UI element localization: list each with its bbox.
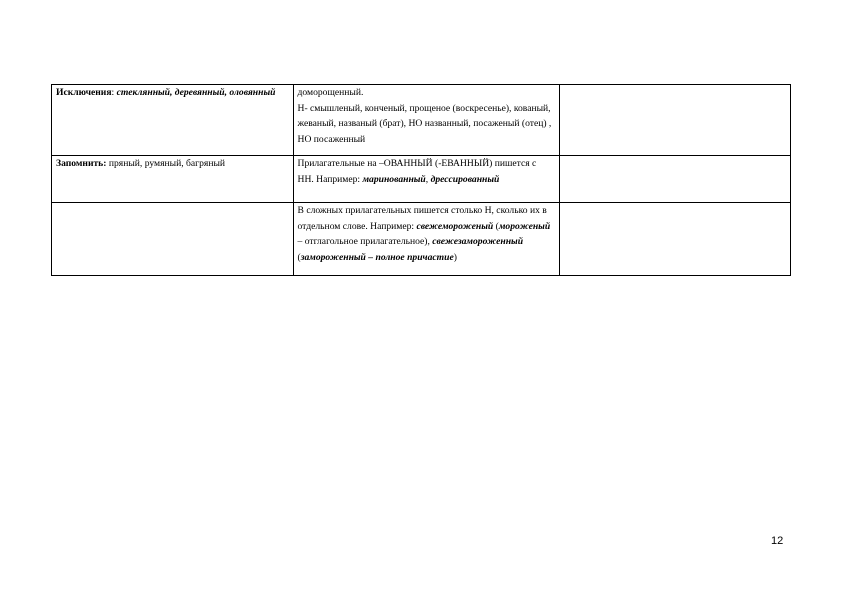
paren: ( [297,251,301,263]
example-word: мороженый [498,220,551,232]
rule-text: В сложных прилагательных пишется столько Н, сколько их в отдельном слове. Например: [297,205,547,232]
remember-label: Запомнить: [56,158,107,169]
example-word: замороженный – полное причастие [300,251,454,263]
exceptions-cell [52,85,294,156]
example-word: свежезамороженный [432,236,524,247]
example-word: свежемороженый [416,220,494,232]
example-word: дрессированный [430,173,500,185]
rule-text: Прилагательные на –ОВАННЫЙ (-ЕВАННЫЙ) пишется с НН. Например: [297,158,537,185]
example-word: маринованный [362,173,426,185]
table-row [52,203,791,276]
remember-cell [52,156,294,203]
exceptions-label: Исключения [56,87,112,98]
rule-cell [293,203,559,276]
empty-cell [559,156,790,203]
rule-text: Н- смышленый, конченый, прощеное (воскресенье), кованый, жеваный, названый (брат), НО названный, посаженый (отец) , НО посаженный [297,102,552,145]
exceptions-separator: : [111,87,117,98]
note-text: – отглагольное прилагательное), [297,236,433,247]
empty-cell [559,85,790,156]
table-row [52,156,791,203]
exceptions-words: стеклянный, деревянный, оловянный [116,87,276,98]
empty-cell [52,203,294,276]
empty-cell [559,203,790,276]
remember-words: пряный, румяный, багряный [106,158,226,169]
separator: , [425,173,431,185]
rule-cell [293,156,559,203]
paren: ) [453,251,457,263]
rule-cell [293,85,559,156]
rule-line: доморощенный. [297,87,364,98]
page-number: 12 [771,535,784,547]
rules-table [51,84,791,276]
paren: ( [493,220,499,232]
table-row [52,85,791,156]
